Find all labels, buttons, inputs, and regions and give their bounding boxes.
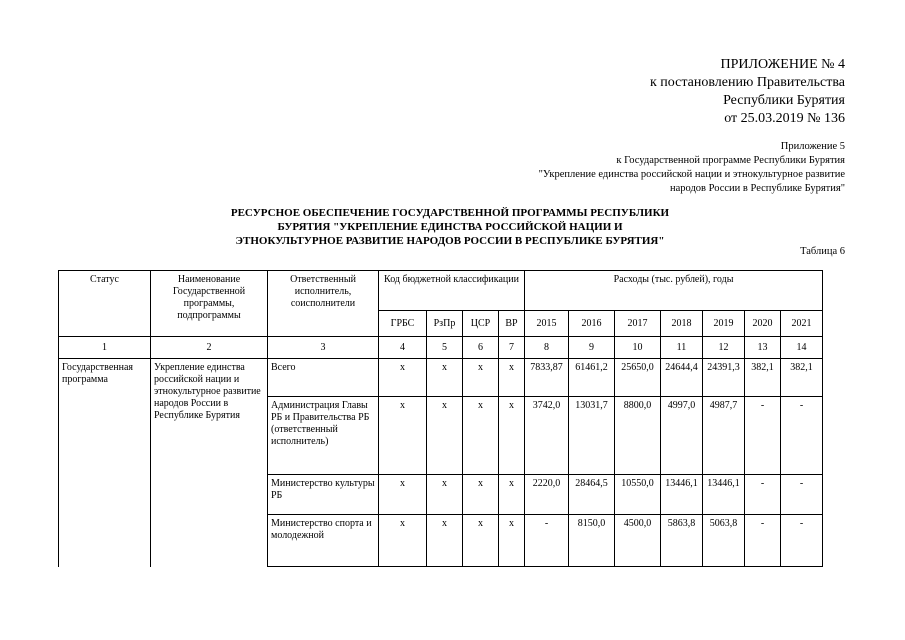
value-cell: 3742,0 bbox=[525, 397, 569, 475]
header-status: Статус bbox=[59, 271, 151, 337]
header-budget-code: Код бюджетной классификации bbox=[379, 271, 525, 311]
header-year-2021: 2021 bbox=[781, 311, 823, 337]
value-cell: 4500,0 bbox=[615, 515, 661, 567]
value-cell: - bbox=[745, 475, 781, 515]
header-year-2015: 2015 bbox=[525, 311, 569, 337]
status-cell: Государственная программа bbox=[59, 359, 151, 567]
col-number: 12 bbox=[703, 337, 745, 359]
code-cell: х bbox=[499, 475, 525, 515]
code-cell: х bbox=[499, 359, 525, 397]
header-year-2018: 2018 bbox=[661, 311, 703, 337]
program-appendix-line-3: "Укрепление единства российской нации и этнокультурное развитие bbox=[538, 169, 845, 180]
code-cell: х bbox=[499, 397, 525, 475]
code-cell: х bbox=[379, 397, 427, 475]
value-cell: 8150,0 bbox=[569, 515, 615, 567]
value-cell: 25650,0 bbox=[615, 359, 661, 397]
header-code-vr: ВР bbox=[499, 311, 525, 337]
executor-cell: Всего bbox=[268, 359, 379, 397]
code-cell: х bbox=[463, 397, 499, 475]
column-number-row bbox=[59, 337, 823, 359]
code-cell: х bbox=[379, 475, 427, 515]
value-cell: 7833,87 bbox=[525, 359, 569, 397]
col-number: 10 bbox=[615, 337, 661, 359]
header-row-1 bbox=[59, 271, 823, 311]
code-cell: х bbox=[499, 515, 525, 567]
value-cell: 5063,8 bbox=[703, 515, 745, 567]
code-cell: х bbox=[427, 475, 463, 515]
col-number: 11 bbox=[661, 337, 703, 359]
col-number: 3 bbox=[268, 337, 379, 359]
value-cell: 8800,0 bbox=[615, 397, 661, 475]
code-cell: х bbox=[427, 397, 463, 475]
appendix-line-2: к постановлению Правительства bbox=[649, 75, 845, 90]
value-cell: 5863,8 bbox=[661, 515, 703, 567]
program-appendix-header bbox=[539, 140, 845, 196]
title-line-1: РЕСУРСНОЕ ОБЕСПЕЧЕНИЕ ГОСУДАРСТВЕННОЙ ПРОГРАММЫ РЕСПУБЛИКИ bbox=[230, 207, 670, 219]
value-cell: 13446,1 bbox=[703, 475, 745, 515]
header-code-rzpr: РзПр bbox=[427, 311, 463, 337]
executor-cell: Администрация Главы РБ и Правительства РБ (ответственный исполнитель) bbox=[268, 397, 379, 475]
resource-table bbox=[58, 270, 823, 567]
code-cell: х bbox=[463, 475, 499, 515]
col-number: 9 bbox=[569, 337, 615, 359]
value-cell: 10550,0 bbox=[615, 475, 661, 515]
code-cell: х bbox=[379, 515, 427, 567]
value-cell: 61461,2 bbox=[569, 359, 615, 397]
value-cell: 2220,0 bbox=[525, 475, 569, 515]
value-cell: 13031,7 bbox=[569, 397, 615, 475]
appendix-line-3: Республики Бурятия bbox=[723, 93, 845, 108]
col-number: 6 bbox=[463, 337, 499, 359]
table-row bbox=[59, 359, 823, 397]
code-cell: х bbox=[427, 515, 463, 567]
value-cell: - bbox=[745, 515, 781, 567]
header-year-2016: 2016 bbox=[569, 311, 615, 337]
col-number: 4 bbox=[379, 337, 427, 359]
value-cell: - bbox=[781, 475, 823, 515]
program-appendix-line-2: к Государственной программе Республики Бурятия bbox=[616, 155, 845, 166]
header-year-2019: 2019 bbox=[703, 311, 745, 337]
executor-cell: Министерство культуры РБ bbox=[268, 475, 379, 515]
code-cell: х bbox=[463, 515, 499, 567]
col-number: 13 bbox=[745, 337, 781, 359]
executor-cell: Министерство спорта и молодежной bbox=[268, 515, 379, 567]
value-cell: 24644,4 bbox=[661, 359, 703, 397]
col-number: 1 bbox=[59, 337, 151, 359]
appendix-line-4: от 25.03.2019 № 136 bbox=[724, 111, 845, 126]
value-cell: 13446,1 bbox=[661, 475, 703, 515]
col-number: 7 bbox=[499, 337, 525, 359]
header-expenses: Расходы (тыс. рублей), годы bbox=[525, 271, 823, 311]
code-cell: х bbox=[379, 359, 427, 397]
program-name-cell: Укрепление единства российской нации и этнокультурное развитие народов России в Республике Бурятия bbox=[151, 359, 268, 567]
value-cell: - bbox=[745, 397, 781, 475]
header-code-csr: ЦСР bbox=[463, 311, 499, 337]
appendix-header bbox=[650, 56, 845, 128]
program-appendix-line-4: народов России в Республике Бурятия" bbox=[669, 183, 845, 194]
col-number: 5 bbox=[427, 337, 463, 359]
header-year-2020: 2020 bbox=[745, 311, 781, 337]
value-cell: 382,1 bbox=[745, 359, 781, 397]
header-program-name: Наименование Государственной программы, подпрограммы bbox=[151, 271, 268, 337]
header-executor: Ответственный исполнитель, соисполнители bbox=[268, 271, 379, 337]
col-number: 8 bbox=[525, 337, 569, 359]
table-label: Таблица 6 bbox=[800, 246, 845, 257]
value-cell: 4997,0 bbox=[661, 397, 703, 475]
title-line-2: БУРЯТИЯ "УКРЕПЛЕНИЕ ЕДИНСТВА РОССИЙСКОЙ НАЦИИ И bbox=[277, 221, 623, 233]
value-cell: - bbox=[781, 515, 823, 567]
value-cell: 382,1 bbox=[781, 359, 823, 397]
col-number: 14 bbox=[781, 337, 823, 359]
appendix-line-1: ПРИЛОЖЕНИЕ № 4 bbox=[720, 57, 845, 72]
title-line-3: ЭТНОКУЛЬТУРНОЕ РАЗВИТИЕ НАРОДОВ РОССИИ В РЕСПУБЛИКЕ БУРЯТИЯ" bbox=[235, 235, 665, 247]
value-cell: - bbox=[781, 397, 823, 475]
header-code-grbs: ГРБС bbox=[379, 311, 427, 337]
value-cell: - bbox=[525, 515, 569, 567]
value-cell: 4987,7 bbox=[703, 397, 745, 475]
code-cell: х bbox=[427, 359, 463, 397]
document-title bbox=[190, 206, 710, 248]
header-year-2017: 2017 bbox=[615, 311, 661, 337]
col-number: 2 bbox=[151, 337, 268, 359]
value-cell: 24391,3 bbox=[703, 359, 745, 397]
program-appendix-line-1: Приложение 5 bbox=[780, 141, 845, 152]
code-cell: х bbox=[463, 359, 499, 397]
value-cell: 28464,5 bbox=[569, 475, 615, 515]
